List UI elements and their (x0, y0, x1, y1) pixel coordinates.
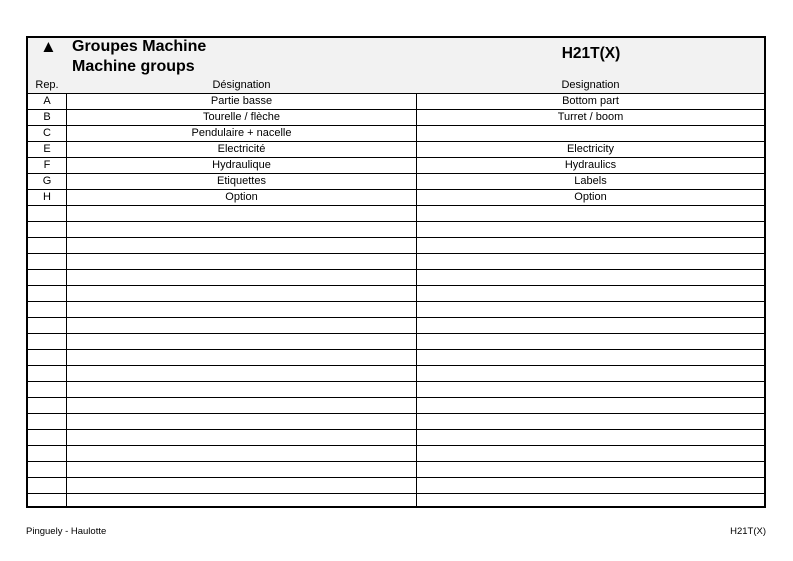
title-english: Machine groups (72, 58, 195, 75)
row-designation-fr-cell (67, 334, 416, 349)
row-designation-en-cell (417, 238, 764, 253)
row-designation-fr-cell: Partie basse (210, 95, 273, 107)
row-designation-fr-cell (67, 478, 416, 493)
row-rep-cell (28, 350, 66, 365)
row-designation-en-cell (417, 350, 764, 365)
row-designation-fr-cell (67, 206, 416, 221)
row-designation-fr-cell (67, 366, 416, 381)
row-rep-cell: B (43, 111, 51, 123)
table-row (28, 462, 764, 478)
row-rep-cell (28, 222, 66, 237)
row-rep-cell (28, 238, 66, 253)
row-designation-fr-cell: Pendulaire + nacelle (191, 127, 292, 139)
row-designation-en-cell: Electricity (566, 143, 615, 155)
row-designation-en-cell (417, 254, 764, 269)
row-rep-cell (28, 286, 66, 301)
row-designation-en-cell (417, 462, 764, 477)
row-rep-cell: C (43, 127, 51, 139)
table-row (28, 270, 764, 286)
row-designation-en-cell (417, 382, 764, 397)
title-french: Groupes Machine (72, 38, 207, 55)
groups-table (26, 36, 766, 508)
row-rep-cell (28, 254, 66, 269)
row-designation-fr-cell (67, 382, 416, 397)
row-designation-en-cell: Bottom part (562, 95, 619, 107)
row-designation-en-cell (417, 318, 764, 333)
row-designation-fr-cell (67, 494, 416, 509)
table-row (28, 302, 764, 318)
column-header-rep: Rep. (35, 79, 59, 91)
row-designation-en-cell (417, 206, 764, 221)
row-rep-cell: H (43, 191, 51, 203)
table-row (28, 478, 764, 494)
footer-model: H21T(X) (730, 526, 766, 537)
table-row (28, 414, 764, 430)
table-row (28, 254, 764, 270)
row-designation-fr-cell (67, 254, 416, 269)
table-row (28, 238, 764, 254)
row-rep-cell: F (43, 159, 51, 171)
table-row (28, 318, 764, 334)
table-row (28, 398, 764, 414)
table-row (28, 190, 764, 206)
row-rep-cell (28, 430, 66, 445)
table-row (28, 126, 764, 142)
row-rep-cell (28, 270, 66, 285)
row-designation-fr-cell: Option (225, 191, 258, 203)
row-designation-en-cell (417, 366, 764, 381)
row-rep-cell (28, 494, 66, 509)
row-rep-cell: E (43, 143, 51, 155)
column-header-designation-fr: Désignation (212, 79, 271, 91)
row-rep-cell (28, 318, 66, 333)
row-rep-cell (28, 478, 66, 493)
table-row (28, 286, 764, 302)
triangle-icon: ▲ (40, 37, 57, 56)
row-designation-fr-cell (67, 318, 416, 333)
row-rep-cell: G (42, 175, 52, 187)
row-rep-cell (28, 382, 66, 397)
row-designation-en-cell (417, 222, 764, 237)
row-designation-en-cell: Turret / boom (557, 111, 624, 123)
row-designation-fr-cell (67, 238, 416, 253)
row-rep-cell (28, 366, 66, 381)
row-designation-en-cell: Option (574, 191, 607, 203)
row-designation-fr-cell (67, 446, 416, 461)
row-designation-en-cell (417, 414, 764, 429)
table-row (28, 222, 764, 238)
row-designation-en-cell (417, 302, 764, 317)
column-header-row (28, 78, 764, 94)
row-designation-fr-cell (67, 430, 416, 445)
row-designation-en-cell (417, 494, 764, 509)
row-designation-fr-cell: Hydraulique (212, 159, 271, 171)
row-rep-cell (28, 414, 66, 429)
table-row (28, 366, 764, 382)
table-row (28, 94, 764, 110)
row-designation-en-cell (417, 126, 764, 141)
row-designation-fr-cell: Electricité (217, 143, 266, 155)
table-body (28, 78, 764, 510)
row-rep-cell (28, 446, 66, 461)
table-row (28, 494, 764, 510)
column-header-designation-en: Designation (561, 79, 620, 91)
row-designation-en-cell (417, 270, 764, 285)
row-rep-cell (28, 302, 66, 317)
table-row (28, 174, 764, 190)
row-rep-cell (28, 462, 66, 477)
table-row (28, 350, 764, 366)
row-designation-fr-cell (67, 350, 416, 365)
row-designation-en-cell: Hydraulics (564, 159, 617, 171)
row-designation-fr-cell (67, 270, 416, 285)
table-row (28, 334, 764, 350)
row-rep-cell (28, 206, 66, 221)
row-rep-cell (28, 398, 66, 413)
row-designation-en-cell (417, 430, 764, 445)
row-designation-en-cell: Labels (574, 175, 607, 187)
row-rep-cell: A (43, 95, 51, 107)
footer-company: Pinguely - Haulotte (26, 526, 107, 537)
row-designation-fr-cell (67, 462, 416, 477)
row-designation-fr-cell (67, 302, 416, 317)
row-designation-en-cell (417, 446, 764, 461)
table-row (28, 158, 764, 174)
table-row (28, 430, 764, 446)
row-designation-fr-cell: Tourelle / flèche (202, 111, 281, 123)
table-row (28, 110, 764, 126)
row-designation-fr-cell (67, 286, 416, 301)
row-designation-fr-cell (67, 414, 416, 429)
table-header (28, 38, 764, 79)
table-row (28, 382, 764, 398)
row-designation-en-cell (417, 398, 764, 413)
row-designation-en-cell (417, 286, 764, 301)
row-designation-fr-cell (67, 222, 416, 237)
model-name: H21T(X) (561, 45, 621, 62)
row-designation-en-cell (417, 478, 764, 493)
row-rep-cell (28, 334, 66, 349)
table-row (28, 206, 764, 222)
table-row (28, 446, 764, 462)
row-designation-en-cell (417, 334, 764, 349)
table-row (28, 142, 764, 158)
row-designation-fr-cell: Etiquettes (217, 175, 266, 187)
row-designation-fr-cell (67, 398, 416, 413)
